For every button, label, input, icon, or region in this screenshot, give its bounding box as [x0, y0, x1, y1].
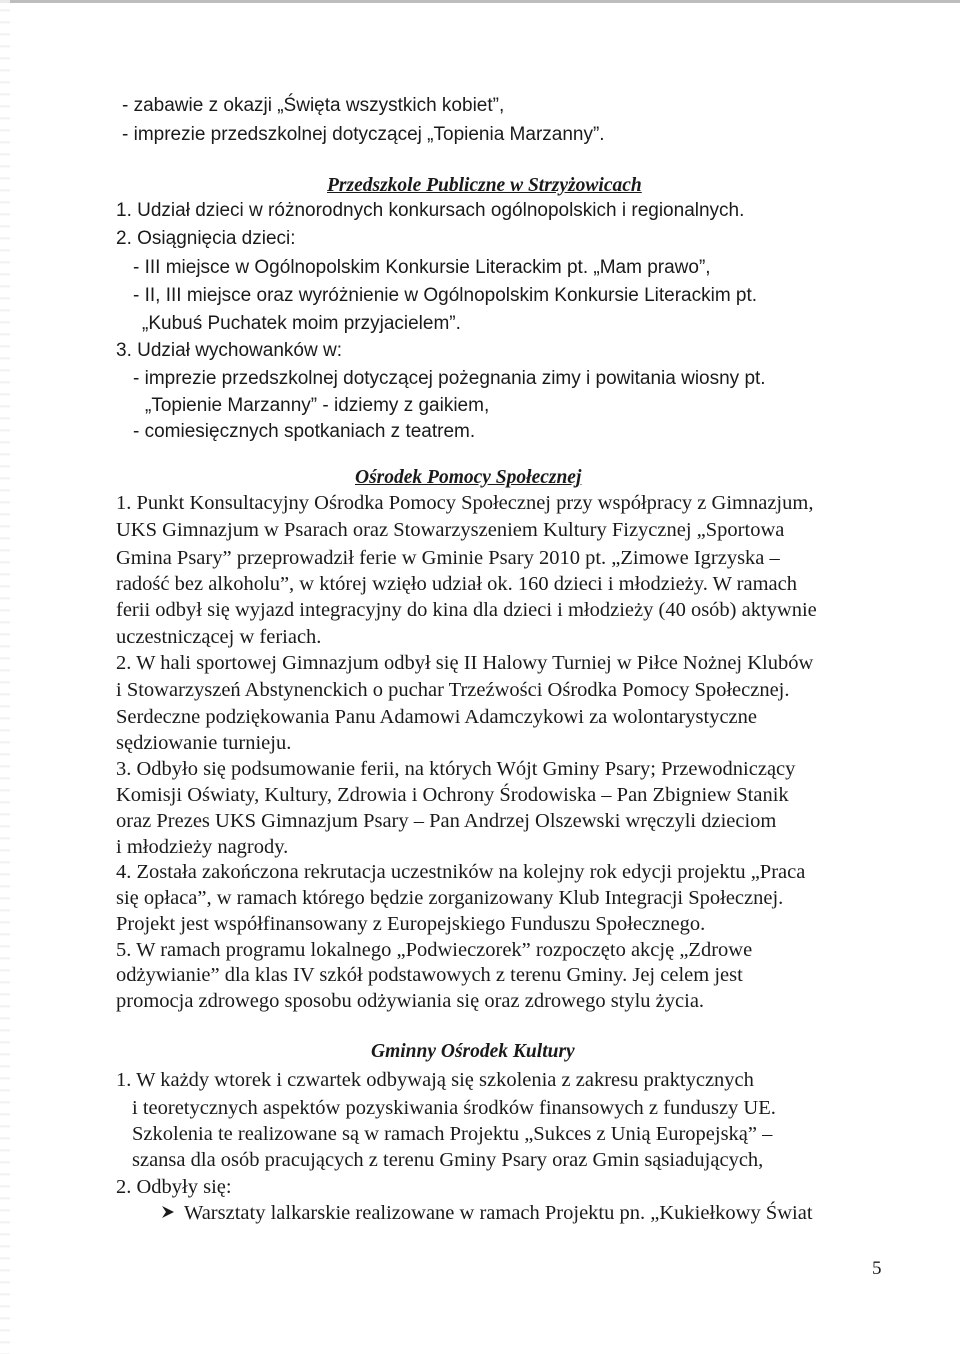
list-item: 3. Udział wychowanków w:: [116, 340, 342, 361]
paragraph-line: UKS Gimnazjum w Psarach oraz Stowarzyszeniem Kultury Fizycznej „Sportowa: [116, 519, 785, 541]
list-item: „Kubuś Puchatek moim przyjacielem”.: [142, 313, 461, 334]
list-item: - comiesięcznych spotkaniach z teatrem.: [133, 421, 476, 442]
bullet-text: Warsztaty lalkarskie realizowane w ramach Projektu pn. „Kukiełkowy Świat: [184, 1202, 813, 1224]
paragraph-line: uczestniczącej w feriach.: [116, 626, 322, 648]
paragraph-line: radość bez alkoholu”, w której wzięło udział ok. 160 dzieci i młodzieży. W ramach: [116, 573, 798, 595]
paragraph-line: sędziowanie turnieju.: [116, 732, 292, 754]
paragraph-line: 1. W każdy wtorek i czwartek odbywają się szkolenia z zakresu praktycznych: [116, 1069, 754, 1091]
paragraph-line: oraz Prezes UKS Gimnazjum Psary – Pan Andrzej Olszewski wręczyli dzieciom: [116, 810, 777, 832]
arrow-right-icon: [160, 1201, 184, 1225]
paragraph-line: ferii odbył się wyjazd integracyjny do kina dla dzieci i młodzieży (40 osób) aktywnie: [116, 599, 817, 621]
paragraph-line: 2. W hali sportowej Gimnazjum odbył się II Halowy Turniej w Piłce Nożnej Klubów: [116, 652, 814, 674]
list-item: - II, III miejsce oraz wyróżnienie w Ogólnopolskim Konkursie Literackim pt.: [133, 285, 758, 306]
top-list-item: - imprezie przedszkolnej dotyczącej „Topienia Marzanny”.: [122, 124, 605, 145]
paragraph-line: 5. W ramach programu lokalnego „Podwieczorek” rozpoczęto akcję „Zdrowe: [116, 939, 753, 961]
paragraph-line: Projekt jest współfinansowany z Europejskiego Funduszu Społecznego.: [116, 913, 706, 935]
paragraph-line: Szkolenia te realizowane są w ramach Projektu „Sukces z Unią Europejską” –: [132, 1123, 773, 1145]
paragraph-line: Komisji Oświaty, Kultury, Zdrowia i Ochrony Środowiska – Pan Zbigniew Stanik: [116, 784, 789, 806]
list-item: - imprezie przedszkolnej dotyczącej pożegnania zimy i powitania wiosny pt.: [133, 368, 766, 389]
paragraph-line: Serdeczne podziękowania Panu Adamowi Adamczykowi za wolontarystyczne: [116, 706, 757, 728]
paragraph-line: promocja zdrowego sposobu odżywiania się oraz zdrowego stylu życia.: [116, 990, 705, 1012]
paragraph-line: i Stowarzyszeń Abstynenckich o puchar Trzeźwości Ośrodka Pomocy Społecznej.: [116, 679, 790, 701]
section-heading-gok: Gminny Ośrodek Kultury: [371, 1041, 575, 1062]
paragraph-line: się opłaca”, w ramach którego będzie zorganizowany Klub Integracji Społecznej.: [116, 887, 784, 909]
top-list-item: - zabawie z okazji „Święta wszystkich kobiet”,: [122, 95, 505, 116]
page-number: 5: [872, 1258, 882, 1279]
paragraph-line: 1. Punkt Konsultacyjny Ośrodka Pomocy Społecznej przy współpracy z Gimnazjum,: [116, 492, 814, 514]
list-item: - III miejsce w Ogólnopolskim Konkursie Literackim pt. „Mam prawo”,: [133, 257, 711, 278]
paragraph-line: odżywianie” dla klas IV szkół podstawowych z terenu Gminy. Jej celem jest: [116, 964, 743, 986]
paragraph-line: i młodzieży nagrody.: [116, 836, 289, 858]
bullet-item: [160, 1201, 813, 1225]
paragraph-line: 4. Została zakończona rekrutacja uczestników na kolejny rok edycji projektu „Praca: [116, 861, 806, 883]
paragraph-line: 2. Odbyły się:: [116, 1176, 232, 1198]
section-heading-przedszkole: Przedszkole Publiczne w Strzyżowicach: [327, 175, 642, 196]
paragraph-line: i teoretycznych aspektów pozyskiwania środków finansowych z funduszy UE.: [132, 1097, 776, 1119]
paragraph-line: Gmina Psary” przeprowadził ferie w Gminie Psary 2010 pt. „Zimowe Igrzyska –: [116, 547, 780, 569]
list-item: „Topienie Marzanny” - idziemy z gaikiem,: [145, 395, 490, 416]
paragraph-line: 3. Odbyło się podsumowanie ferii, na których Wójt Gminy Psary; Przewodniczący: [116, 758, 796, 780]
section-heading-ops: Ośrodek Pomocy Społecznej: [355, 467, 582, 488]
list-item: 1. Udział dzieci w różnorodnych konkursach ogólnopolskich i regionalnych.: [116, 200, 745, 221]
paragraph-line: szansa dla osób pracujących z terenu Gminy Psary oraz Gmin sąsiadujących,: [132, 1149, 764, 1171]
list-item: 2. Osiągnięcia dzieci:: [116, 228, 296, 249]
